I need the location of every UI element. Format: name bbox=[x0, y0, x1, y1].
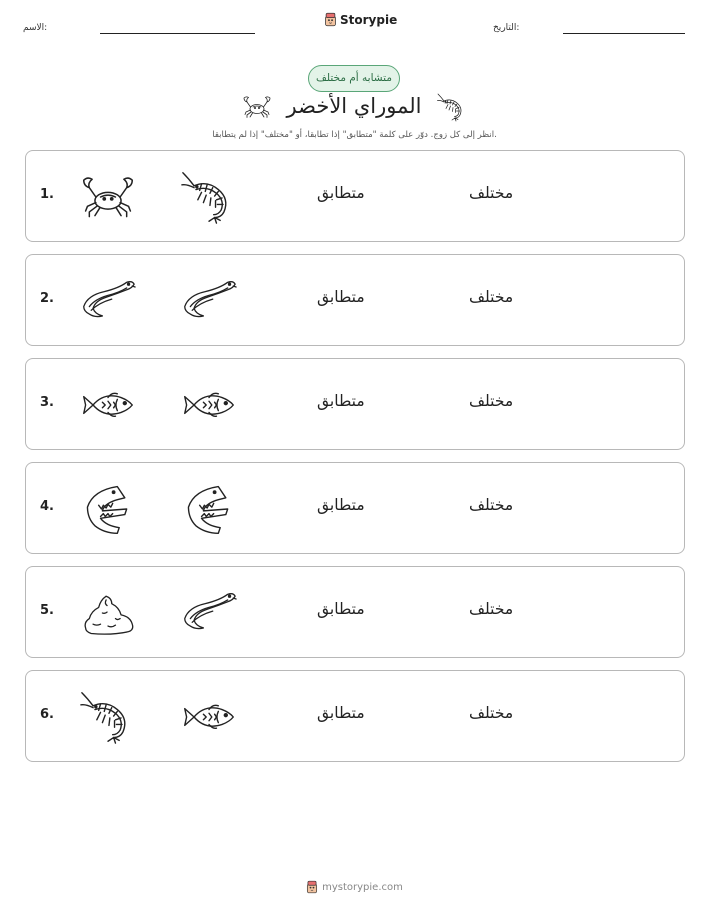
footer-url[interactable]: mystorypie.com bbox=[322, 881, 403, 893]
name-line bbox=[100, 33, 255, 34]
page-title: الموراي الأخضر bbox=[286, 94, 422, 118]
crab-icon bbox=[80, 169, 136, 225]
same-option[interactable]: متطابق bbox=[317, 392, 365, 410]
worksheet-header bbox=[0, 0, 709, 50]
match-row bbox=[25, 670, 685, 762]
fish-icon bbox=[80, 377, 136, 433]
different-option[interactable]: مختلف bbox=[469, 288, 514, 306]
match-row bbox=[25, 254, 685, 346]
moray-mouth-icon bbox=[181, 481, 237, 537]
same-option[interactable]: متطابق bbox=[317, 496, 365, 514]
storypie-logo bbox=[324, 12, 397, 27]
shrimp-icon bbox=[80, 689, 136, 745]
eel-icon bbox=[80, 273, 136, 329]
shrimp-icon bbox=[181, 169, 237, 225]
storypie-mascot-icon bbox=[324, 12, 337, 27]
moray-mouth-icon bbox=[80, 481, 136, 537]
storypie-mascot-icon bbox=[306, 880, 318, 894]
name-label: الاسم: bbox=[23, 23, 48, 33]
match-row bbox=[25, 358, 685, 450]
match-row bbox=[25, 462, 685, 554]
rock-icon bbox=[80, 585, 136, 641]
title-row bbox=[0, 92, 709, 126]
fish-icon bbox=[181, 377, 237, 433]
match-row bbox=[25, 150, 685, 242]
same-option[interactable]: متطابق bbox=[317, 600, 365, 618]
match-row bbox=[25, 566, 685, 658]
different-option[interactable]: مختلف bbox=[469, 600, 514, 618]
same-option[interactable]: متطابق bbox=[317, 288, 365, 306]
row-number: 5. bbox=[40, 603, 54, 618]
different-option[interactable]: مختلف bbox=[469, 392, 514, 410]
different-option[interactable]: مختلف bbox=[469, 184, 514, 202]
same-option[interactable]: متطابق bbox=[317, 704, 365, 722]
row-number: 4. bbox=[40, 499, 54, 514]
instructions: انظر إلى كل زوج. دوّر على كلمة "متطابق" إذا تطابقا، أو "مختلف" إذا لم يتطابقا. bbox=[212, 130, 497, 140]
row-number: 3. bbox=[40, 395, 54, 410]
brand-name: Storypie bbox=[340, 12, 398, 27]
fish-icon bbox=[181, 689, 237, 745]
date-label: التاريخ: bbox=[493, 23, 520, 33]
footer bbox=[0, 880, 709, 894]
eel-icon bbox=[181, 273, 237, 329]
same-option[interactable]: متطابق bbox=[317, 184, 365, 202]
row-number: 6. bbox=[40, 707, 54, 722]
row-number: 2. bbox=[40, 291, 54, 306]
different-option[interactable]: مختلف bbox=[469, 704, 514, 722]
date-line bbox=[563, 33, 685, 34]
different-option[interactable]: مختلف bbox=[469, 496, 514, 514]
eel-icon bbox=[181, 585, 237, 641]
worksheet-type-badge: متشابه أم مختلف bbox=[308, 65, 400, 92]
shrimp-icon bbox=[436, 92, 468, 122]
row-number: 1. bbox=[40, 187, 54, 202]
